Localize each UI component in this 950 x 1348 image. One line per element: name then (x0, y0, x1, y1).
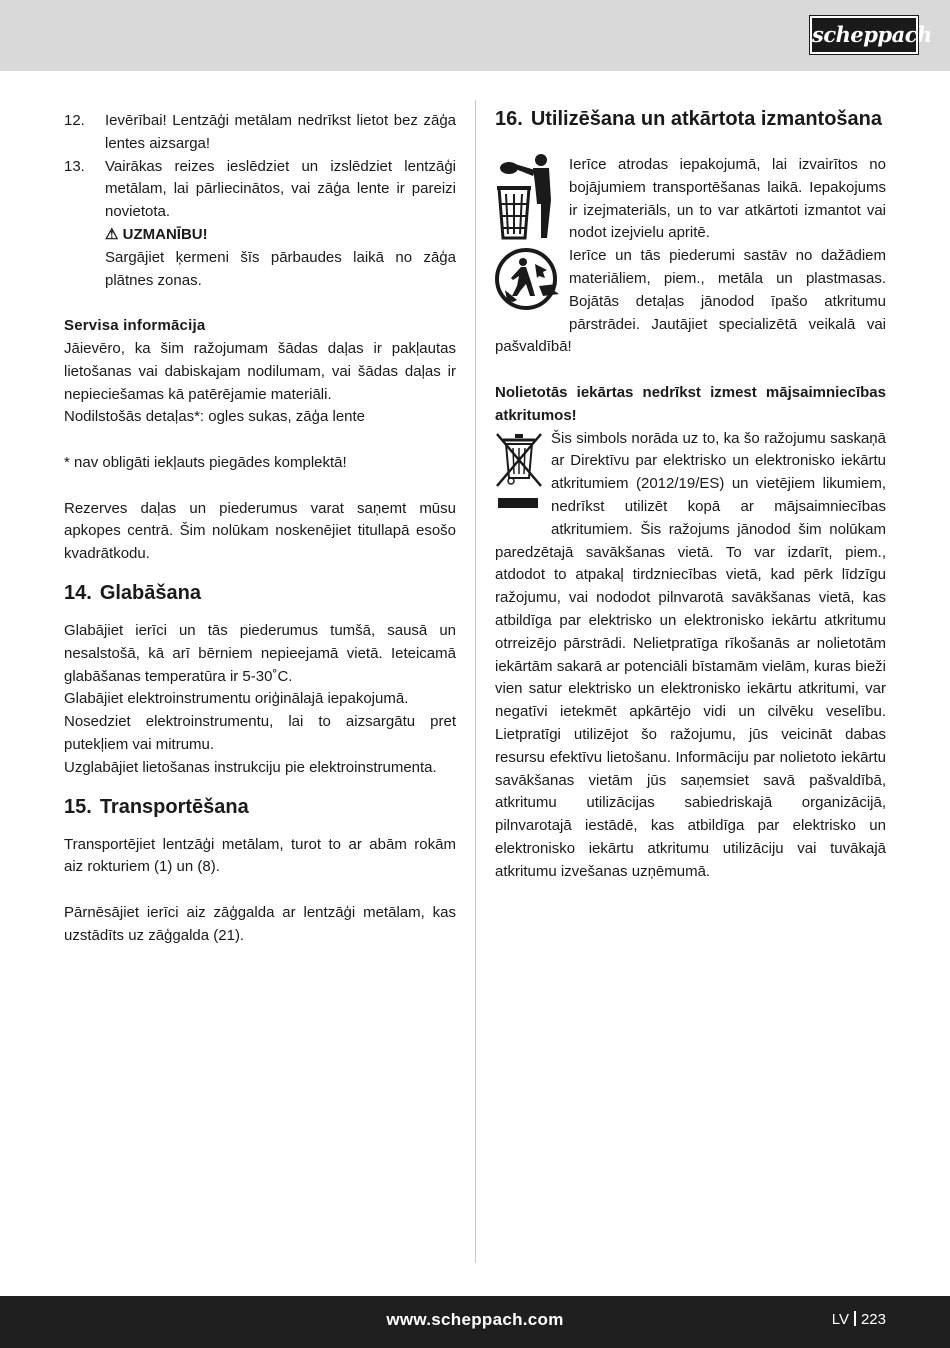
list-item (64, 156, 456, 224)
section-title: Transportēšana (99, 795, 249, 818)
footer-website: www.scheppach.com (386, 1310, 564, 1329)
weee-symbol (495, 428, 551, 520)
section-number: 16. (495, 108, 523, 130)
transport-paragraph: Pārnēsājiet ierīci aiz zāģgalda ar lentzāģi metālam, kas uzstādīts uz zāģgalda (21). (64, 903, 456, 944)
service-footnote: * nav obligāti iekļauts piegādes komplektā! (64, 453, 347, 471)
recycling-icon (495, 248, 561, 310)
section-heading-storage (64, 580, 456, 606)
service-spare-parts: Rezerves daļas un piederumus varat saņemt mūsu apkopes centrā. Šim nolūkam noskenējiet titullapā esošo kvadrātkodu. (64, 499, 456, 563)
list-item-number: 12. (64, 112, 85, 129)
footer-bar (0, 1296, 950, 1348)
section-heading-disposal (495, 106, 886, 132)
column-divider (475, 100, 476, 1263)
service-paragraph: Jāievēro, ka šim ražojumam šādas daļas ir pakļautas lietošanas vai dabiskajam nodilumam, vai šādas daļas ir nepieciešamas kā patērējamie materiāli. (64, 339, 456, 403)
disposal-icons (495, 154, 567, 322)
list-item (64, 110, 456, 156)
disposal-packaging-text: Ierīce atrodas iepakojumā, lai izvairītos no bojājumiem transportēšanas laikā. Iepakojums ir izejmateriāls, un to var atkārtoti izmantot vai nodot izejvielu apritē. (569, 156, 886, 242)
section-title: Utilizēšana un atkārtota izmantošana (530, 108, 883, 130)
storage-paragraph: Uzglabājiet lietošanas instrukciju pie elektroinstrumenta. (64, 758, 437, 776)
section-heading-transport (64, 794, 456, 820)
footer-page-number (832, 1311, 886, 1328)
footer-language: LV (831, 1311, 849, 1328)
section-title: Glabāšana (99, 581, 201, 604)
list-item-text: Vairākas reizes ieslēdziet un izslēdziet lentzāģi metālam, lai pārliecinātos, vai zāģa lente ir pareizi novietota. (105, 157, 456, 221)
weee-text: Šis simbols norāda uz to, ka šo ražojumu saskaņā ar Direktīvu par elektrisko un elektronisko iekārtu atkritumiem (2012/19/ES) un vietējiem likumiem, nedrīkst utilizēt kopā ar mājsaimniecības atkritumiem. Šis ražojums jānodod šim nolūkam paredzētajā savākšanas vietā. To var izdarīt, piem., atdodot to atpakaļ tirdzniecības vietā, kad pērk līdzīgu ražojumu, vai nododot pilnvarotā savākšanas vietā, kas atbildīga par elektrisko un elektronisko iekārtu atkritumu otrreizējo pārstrādi. Nelietpratīga rīkošanās ar nolietotām iekārtām sakarā ar potenciāli bīstamām vielām, kuras bieži vien satur elektrisko un elektronisko iekārtu atkritumi, var negatīvi ietekmēt apkārtējo vidi un cilvēku veselību. Lietpratīgi utilizējot šo ražojumu, jūs veicināt dabas resursu efektīvu lietošanu. Informāciju par nolietoto iekārtu savākšanas vietām jūs saņemsiet savā pašvaldībā, atkritumu utilizācijas sabiedriskajā organizācijā, pilnvarotajā iestādē, kas atbildīga par elektrisko un elektronisko iekārtu atkritumu utilizāciju vai tuvākajā atkritumu izvešanas uzņēmumā. (495, 429, 886, 880)
footer-page: 223 (860, 1311, 886, 1328)
left-column (64, 110, 456, 948)
service-heading: Servisa informācija (64, 317, 206, 335)
warning-label: ⚠ UZMANĪBU! (105, 225, 208, 243)
trash-bin-icon (495, 154, 559, 240)
warning-text: Sargājiet ķermeni šīs pārbaudes laikā no zāģa plātnes zonas. (105, 248, 456, 289)
disposal-materials-text: Ierīce un tās piederumi sastāv no dažādiem materiāliem, piem., metāla un plastmasas. Bojātās detaļas jānodod īpašo atkritumu pārstrādei. Jautājiet specializētā veikalā vai pašvaldībā! (495, 247, 886, 356)
storage-paragraph: Nosedziet elektroinstrumentu, lai to aizsargātu pret putekļiem vai mitrumu. (64, 713, 456, 753)
weee-heading: Nolietotās iekārtas nedrīkst izmest mājsaimniecības atkritumos! (495, 383, 886, 424)
list-item-text: Ievērībai! Lentzāģi metālam nedrīkst lietot bez zāģa lentes aizsarga! (105, 112, 456, 152)
right-column (495, 106, 886, 884)
brand-logo: scheppach (810, 16, 918, 54)
section-number: 14. (64, 581, 92, 604)
service-wear-parts: Nodilstošās detaļas*: ogles sukas, zāģa lente (64, 408, 366, 426)
transport-paragraph: Transportējiet lentzāģi metālam, turot to ar abām rokām aiz rokturiem (1) un (8). (64, 835, 456, 876)
crossed-out-bin-icon (495, 432, 543, 512)
section-number: 15. (64, 795, 92, 818)
header-bar (0, 0, 950, 71)
footer-separator (854, 1311, 856, 1326)
list-item-number: 13. (64, 157, 85, 175)
storage-paragraph: Glabājiet elektroinstrumentu oriģinālajā iepakojumā. (64, 690, 409, 708)
storage-paragraph: Glabājiet ierīci un tās piederumus tumšā, sausā un nesalstošā, kā arī bērniem nepieejamā vietā. Ieteicamā glabāšanas temperatūra ir 5-30˚C. (64, 621, 456, 685)
